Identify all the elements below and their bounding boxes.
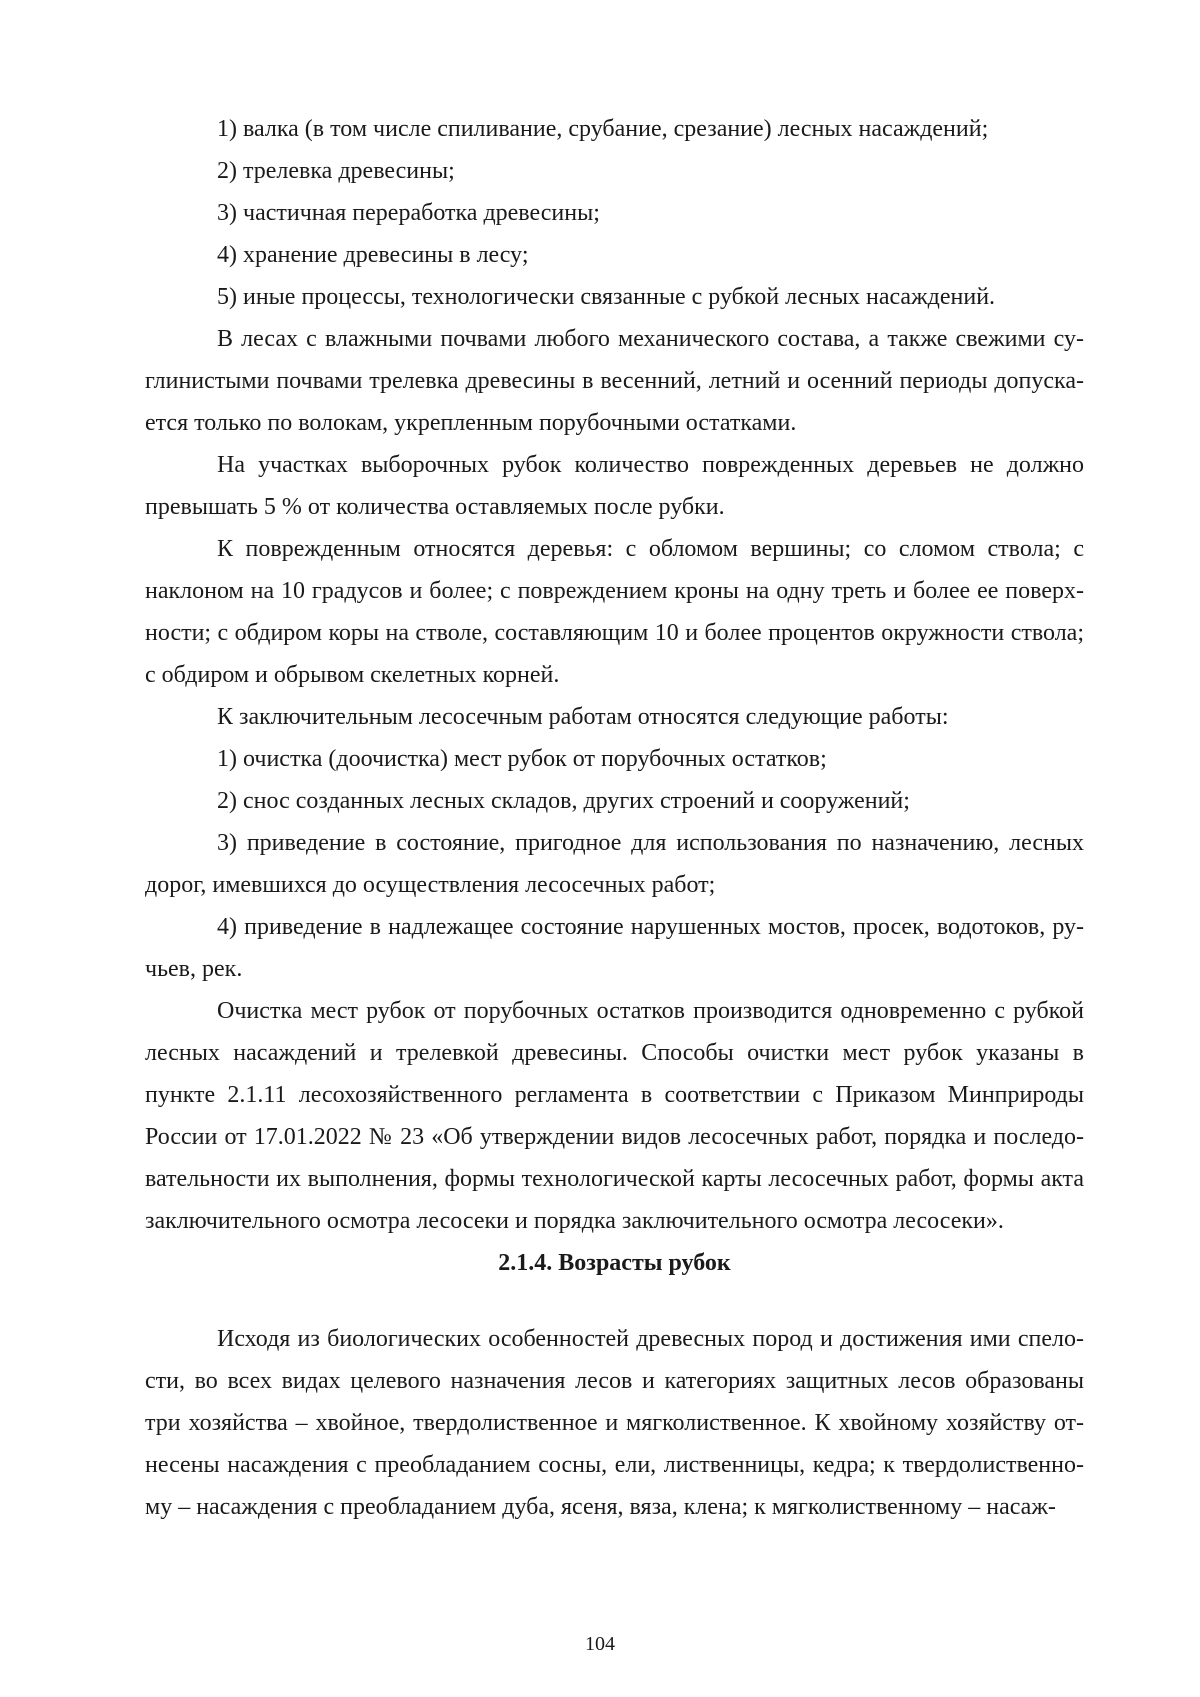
paragraph: На участках выборочных рубок количество поврежденных деревьев не должно превышать 5 % от количества оставляемых после рубки. [145, 452, 1084, 520]
body-text-top [145, 108, 1084, 1242]
list-item: 3) приведение в состояние, пригодное для использования по назначению, лесных дорог, имевшихся до осуществления лесосечных работ; [145, 830, 1084, 898]
list-item: 1) валка (в том числе спиливание, срубание, срезание) лесных насаждений; [217, 116, 989, 142]
paragraph: К заключительным лесосечным работам относятся следующие работы: [217, 704, 949, 730]
body-text-bottom [145, 1318, 1084, 1528]
list-item: 5) иные процессы, технологически связанные с рубкой лесных насаждений. [217, 284, 996, 310]
list-item: 2) трелевка древесины; [217, 158, 455, 184]
list-item: 1) очистка (доочистка) мест рубок от порубочных остатков; [217, 746, 827, 772]
paragraph: В лесах с влажными почвами любого механического состава, а также свежими суглинистыми почвами трелевка древесины в весенний, летний и осенний периоды допускается только по волокам, укрепленным порубочными остатками. [145, 326, 1084, 436]
paragraph: К поврежденным относятся деревья: с обломом вершины; со сломом ствола; с наклоном на 10 градусов и более; с повреждением кроны на одну треть и более ее поверхности; с обдиром коры на стволе, составляющим 10 и более процентов окружности ствола; с обдиром и обрывом скелетных корней. [145, 536, 1084, 688]
paragraph: Очистка мест рубок от порубочных остатков производится одновременно с рубкой лесных насаждений и трелевкой древесины. Способы очистки мест рубок указаны в пункте 2.1.11 лесохозяйственного регламента в соответствии с Приказом Минприроды России от 17.01.2022 № 23 «Об утверждении видов лесосечных работ, порядка и последовательности их выполнения, формы технологической карты лесосечных работ, формы акта заключительного осмотра лесосеки и порядка заключительного осмотра лесосеки». [145, 998, 1084, 1234]
section-heading: 2.1.4. Возрасты рубок [498, 1250, 731, 1276]
document-page [145, 108, 1084, 1528]
list-item: 4) хранение древесины в лесу; [217, 242, 529, 268]
paragraph: Исходя из биологических особенностей древесных пород и достижения ими спелости, во всех видах целевого назначения лесов и категориях защитных лесов образованы три хозяйства – хвойное, твердолиственное и мягколиственное. К хвойному хозяйству отнесены насаждения с преобладанием сосны, ели, лиственницы, кедра; к твердолиственному – насаждения с преобладанием дуба, ясеня, вяза, клена; к мягколиственному – насаж- [145, 1326, 1084, 1520]
page-number: 104 [585, 1633, 615, 1655]
list-item: 4) приведение в надлежащее состояние нарушенных мостов, просек, водотоков, ручьев, рек. [145, 914, 1084, 982]
list-item: 3) частичная переработка древесины; [217, 200, 600, 226]
list-item: 2) снос созданных лесных складов, других строений и сооружений; [217, 788, 910, 814]
